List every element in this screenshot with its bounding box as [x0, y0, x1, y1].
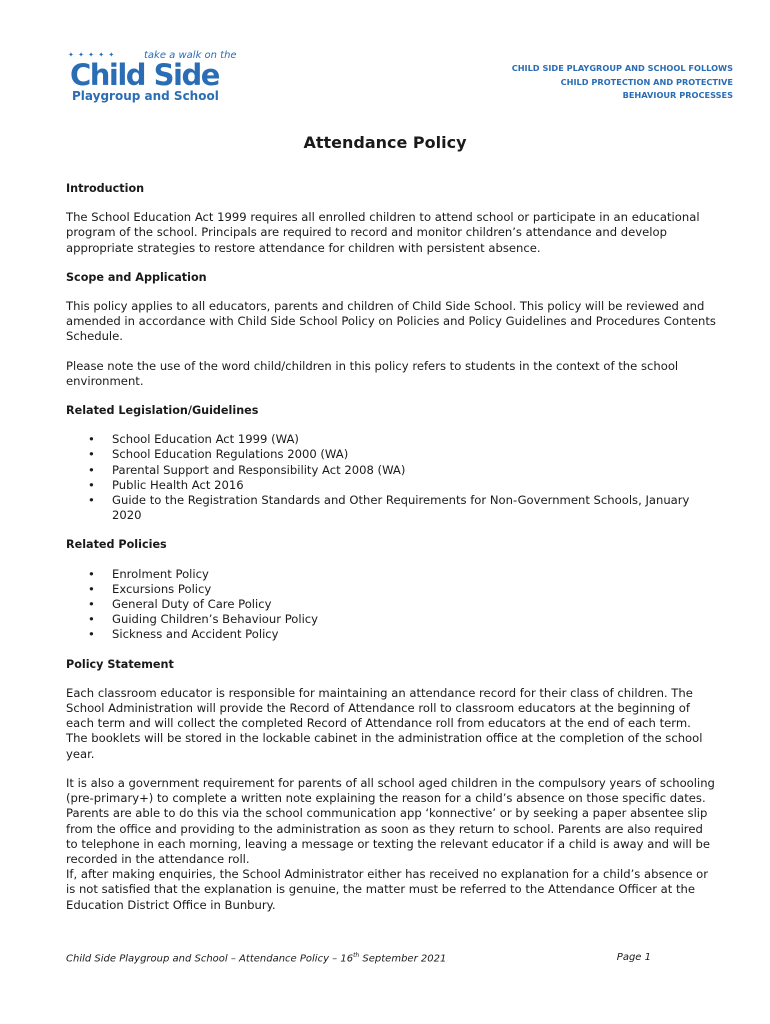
logo-decoration: ✦ ✦ ✦ ✦ ✦ — [68, 51, 116, 59]
footer-document-info: Child Side Playgroup and School – Attendance Policy – 16th September 2021 — [66, 952, 447, 965]
list-item: • School Education Act 1999 (WA) — [88, 432, 299, 447]
list-item: • Excursions Policy — [88, 581, 212, 596]
related-policies-list — [66, 567, 716, 643]
logo-main-text: Child Side — [70, 58, 219, 92]
list-item: • Guiding Children’s Behaviour Policy — [88, 612, 319, 627]
bullet-icon: • — [88, 493, 95, 508]
statement-paragraph-3: If, after making enquiries, the School Administrator either has received no explanation for a child’s absence or is not satisfied that the explanation is genuine, the matter must be referred to the Attendance Officer at the Education District Office in Bunbury. — [66, 867, 709, 912]
list-item: • School Education Regulations 2000 (WA) — [88, 447, 349, 462]
bullet-icon: • — [88, 462, 95, 477]
list-item: • Public Health Act 2016 — [88, 477, 244, 492]
introduction-paragraph: The School Education Act 1999 requires all enrolled children to attend school or participate in an educational program of the school. Principals are required to record and monitor children’s attendance and develop appropriate strategies to restore attendance for children with persistent absence. — [66, 210, 700, 255]
bullet-icon: • — [88, 447, 95, 462]
bullet-icon: • — [88, 432, 95, 447]
bullet-icon: • — [88, 477, 95, 492]
list-item: • Guide to the Registration Standards and Other Requirements for Non-Government Schools, January 2020 — [88, 493, 690, 523]
scope-paragraph-1: This policy applies to all educators, parents and children of Child Side School. This policy will be reviewed and amended in accordance with Child Side School Policy on Policies and Policy Guidelines and Procedures Contents Schedule. — [66, 299, 716, 344]
statement-paragraph-1: Each classroom educator is responsible for maintaining an attendance record for their class of children. The School Administration will provide the Record of Attendance roll to classroom educators at the beginning of each term and will collect the completed Record of Attendance roll from educators at the end of each term. The booklets will be stored in the lockable cabinet in the administration office at the completion of the school year. — [66, 685, 703, 761]
list-item: • Sickness and Accident Policy — [88, 627, 279, 642]
list-item: • General Duty of Care Policy — [88, 597, 272, 612]
page-number: Page 1 — [616, 952, 651, 963]
bullet-icon: • — [88, 627, 95, 642]
section-heading-related-policies: Related Policies — [66, 538, 167, 552]
statement-paragraph-2: It is also a government requirement for parents of all school aged children in the compulsory years of schooling (pre-primary+) to complete a written note explaining the reason for a child’s absence on those specific dates. Parents are able to do this via the school communication app ‘konnective’ or by seeking a paper absentee slip from the office and providing to the administration as soon as they return to school. Parents are also required to telephone in each morning, leaving a message or texting the relevant educator if a child is away and will be recorded in the attendance roll. — [66, 775, 715, 866]
section-heading-introduction: Introduction — [66, 182, 145, 195]
section-heading-scope: Scope and Application — [66, 270, 207, 284]
page-title: Attendance Policy — [303, 133, 467, 152]
legislation-list — [66, 432, 716, 523]
document-body — [66, 181, 716, 927]
logo-subtitle: Playgroup and School — [72, 89, 219, 103]
list-item: • Enrolment Policy — [88, 566, 209, 581]
bullet-icon: • — [88, 612, 95, 627]
list-item: • Parental Support and Responsibility Act 2008 (WA) — [88, 462, 406, 477]
notice-line: CHILD SIDE PLAYGROUP AND SCHOOL FOLLOWS — [511, 63, 733, 73]
bullet-icon: • — [88, 581, 95, 596]
protection-notice — [512, 62, 733, 103]
school-logo — [68, 50, 237, 106]
notice-line: BEHAVIOUR PROCESSES — [622, 90, 733, 100]
section-heading-legislation: Related Legislation/Guidelines — [66, 404, 259, 418]
notice-line: CHILD PROTECTION AND PROTECTIVE — [560, 76, 733, 87]
bullet-icon: • — [88, 597, 95, 612]
bullet-icon: • — [88, 566, 95, 581]
logo-tagline: take a walk on the — [144, 50, 237, 61]
section-heading-policy-statement: Policy Statement — [66, 657, 174, 671]
scope-paragraph-2: Please note the use of the word child/children in this policy refers to students in the context of the school environment. — [66, 358, 679, 388]
